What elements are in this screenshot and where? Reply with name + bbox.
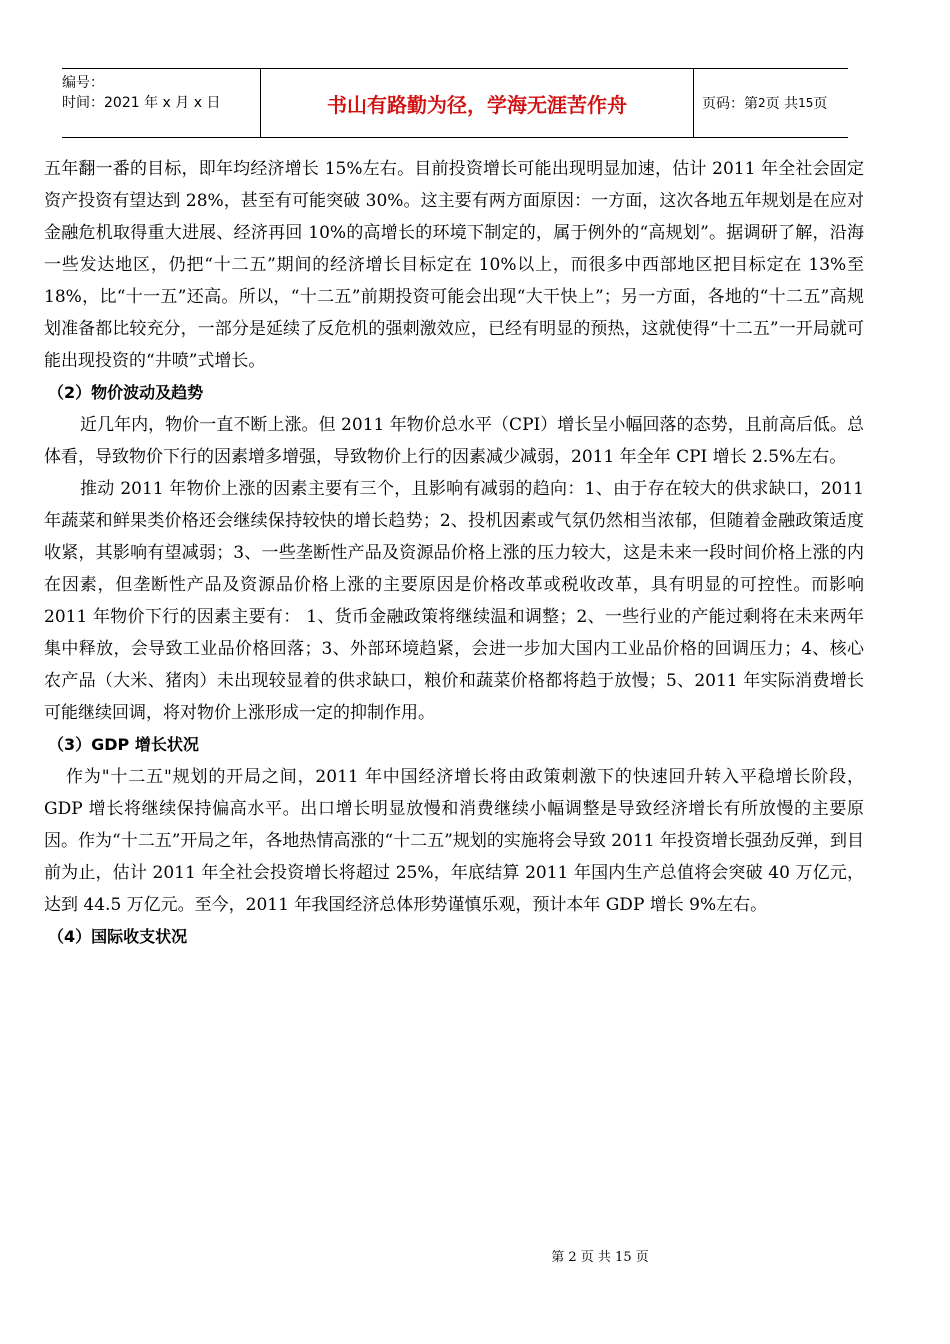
- page-end-label: 页: [813, 96, 828, 112]
- header-meta: [62, 69, 260, 137]
- header-motto: 书山有路勤为径，学海无涯苦作舟: [260, 69, 694, 137]
- paragraph-gdp: 作为"十二五"规划的开局之间，2011 年中国经济增长将由政策刺激下的快速回升转入平稳增长阶段，GDP 增长将继续保持偏高水平。出口增长明显放慢和消费继续小幅调整是导致经济增长有所放慢的主要原因。作为“十二五”开局之年，各地热情高涨的“十二五”规划的实施将会导致 2011 年投资增长强劲反弹，到目前为止，估计 2011 年全社会投资增长将超过 25%，年底结算 2011 年国内生产总值将会突破 40 万亿元，达到 44.5 万亿元。至今，2011 年我国经济总体形势谨慎乐观，预计本年 GDP 增长 9%左右。: [44, 767, 864, 915]
- section-heading-balance-of-payments: （4）国际收支状况: [48, 927, 188, 946]
- page-header: [62, 68, 848, 138]
- page-mid-label: 页 共: [765, 96, 799, 112]
- paragraph-price-factors: 推动 2011 年物价上涨的因素主要有三个，且影响有减弱的趋向：1、由于存在较大的供求缺口，2011 年蔬菜和鲜果类价格还会继续保持较快的增长趋势；2、投机因素或气氛仍然相当浓郁，但随着金融政策适度收紧，其影响有望减弱；3、一些垄断性产品及资源品价格上涨的压力较大，这是未来一段时间价格上涨的内在因素，但垄断性产品及资源品价格上涨的主要原因是价格改革或税收改革，具有明显的可控性。而影响 2011 年物价下行的因素主要有： 1、货币金融政策将继续温和调整；2、一些行业的产能过剩将在未来两年集中释放，会导致工业品价格回落；3、外部环境趋紧，会进一步加大国内工业品价格的回调压力；4、核心农产品（大米、猪肉）未出现较显着的供求缺口，粮价和蔬菜价格都将趋于放慢；5、2011 年实际消费增长可能继续回调，将对物价上涨形成一定的抑制作用。: [44, 479, 864, 723]
- page-label: 页码：第: [702, 96, 758, 112]
- header-page-info: [694, 69, 848, 137]
- paragraph-investment: 五年翻一番的目标，即年均经济增长 15%左右。目前投资增长可能出现明显加速，估计 2011 年全社会固定资产投资有望达到 28%，甚至有可能突破 30%。这主要有两方面原因：一方面，这次各地五年规划是在应对金融危机取得重大进展、经济再回 10%的高增长的环境下制定的，属于例外的“高规划”。据调研了解，沿海一些发达地区，仍把“十二五”期间的经济增长目标定在 10%以上，而很多中西部地区把目标定在 13%至 18%，比“十一五”还高。所以，“十二五”前期投资可能会出现“大干快上”；另一方面，各地的“十二五”高规划准备都比较充分，一部分是延续了反危机的强刺激效应，已经有明显的预热，这就使得“十二五”一开局就可能出现投资的“井喷”式增长。: [44, 159, 864, 371]
- document-number-label: 编号：: [62, 75, 104, 91]
- page-total: 15: [798, 96, 814, 110]
- section-heading-prices: （2）物价波动及趋势: [48, 383, 204, 402]
- section-heading-gdp: （3）GDP 增长状况: [48, 735, 199, 754]
- page-number: 2: [758, 96, 766, 110]
- page-footer: 第 2 页 共 15 页: [551, 1250, 649, 1265]
- document-date-label: 时间：2021 年 x 月 x 日: [62, 95, 221, 111]
- document-body: [44, 153, 864, 953]
- paragraph-prices-overview: 近几年内，物价一直不断上涨。但 2011 年物价总水平（CPI）增长呈小幅回落的态势，且前高后低。总体看，导致物价下行的因素增多增强，导致物价上行的因素减少减弱，2011 年全年 CPI 增长 2.5%左右。: [44, 415, 864, 467]
